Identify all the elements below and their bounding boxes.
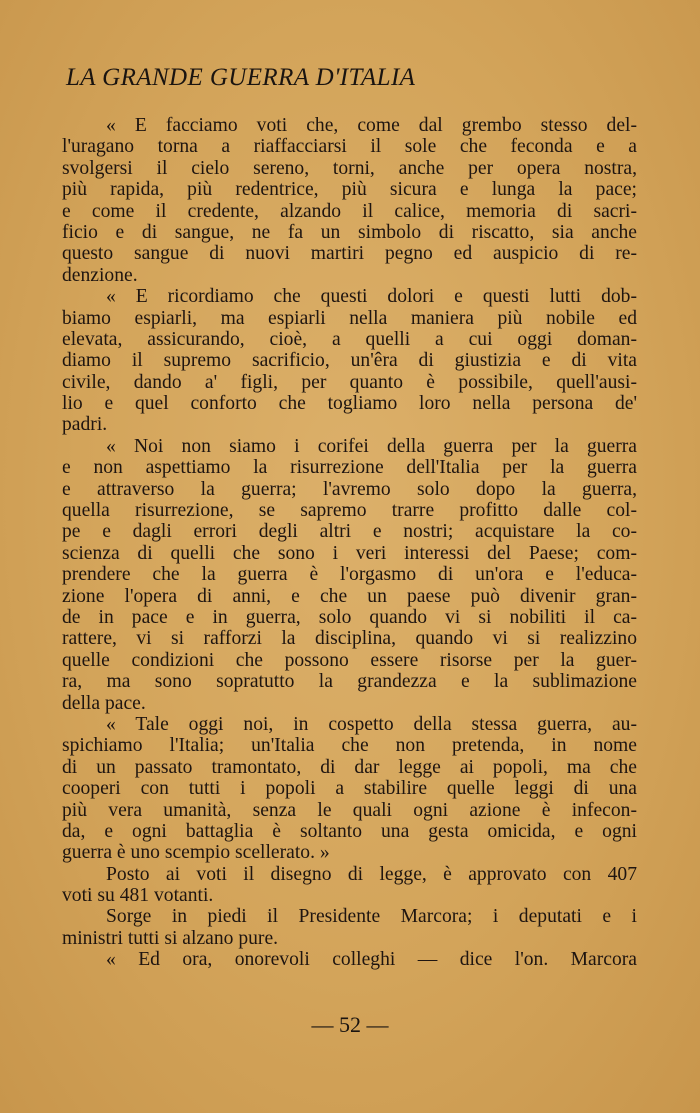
text-line: l'uragano torna a riaffacciarsi il sole che feconda e a: [62, 136, 637, 158]
text-line: « Tale oggi noi, in cospetto della stessa guerra, au-: [106, 713, 637, 735]
text-line: rattere, vi si rafforzi la disciplina, quando vi si realizzino: [62, 628, 637, 650]
text-line: più rapida, più redentrice, più sicura e lunga la pace;: [62, 179, 637, 201]
running-head: LA GRANDE GUERRA D'ITALIA: [66, 64, 416, 91]
text-line: « Ed ora, onorevoli colleghi — dice l'on. Marcora: [106, 949, 637, 971]
text-line: « E facciamo voti che, come dal grembo stesso del-: [106, 115, 637, 136]
text-line: quella risurrezione, se sapremo trarre profitto dalle col-: [62, 500, 637, 522]
text-line: più vera umanità, senza le quali ogni azione è infecon-: [62, 799, 637, 821]
text-line: denzione.: [62, 264, 138, 286]
text-line: elevata, assicurando, cioè, a quelli a cui oggi doman-: [62, 328, 637, 350]
text-line: Sorge in piedi il Presidente Marcora; i deputati e i: [106, 906, 637, 928]
text-line: ficio e di sangue, ne fa un simbolo di riscatto, sia anche: [62, 221, 637, 243]
text-line: questo sangue di nuovi martiri pegno ed auspicio di re-: [62, 243, 637, 265]
text-line: guerra è uno scempio scellerato. »: [62, 842, 330, 864]
text-line: di un passato tramontato, di dar legge ai popoli, ma che: [62, 756, 637, 778]
text-line: cooperi con tutti i popoli a stabilire quelle leggi di una: [62, 778, 637, 800]
text-line: civile, dando a' figli, per quanto è possibile, quell'ausi-: [62, 371, 637, 393]
page-number: — 52 —: [311, 1012, 389, 1037]
text-line: ministri tutti si alzano pure.: [62, 927, 279, 949]
text-line: lio e quel conforto che togliamo loro nella persona de': [62, 393, 637, 415]
text-line: svolgersi il cielo sereno, torni, anche per opera nostra,: [62, 157, 637, 179]
text-line: « E ricordiamo che questi dolori e questi lutti dob-: [106, 286, 637, 308]
text-line: e come il credente, alzando il calice, memoria di sacri-: [62, 200, 637, 222]
text-line: « Noi non siamo i corifei della guerra per la guerra: [106, 435, 637, 457]
text-line: biamo espiarli, ma espiarli nella maniera più nobile ed: [62, 307, 637, 329]
text-line: scienza di quelli che sono i veri interessi del Paese; com-: [62, 542, 637, 564]
text-line: spichiamo l'Italia; un'Italia che non pretenda, in nome: [62, 735, 637, 757]
text-line: e non aspettiamo la risurrezione dell'Italia per la guerra: [62, 457, 637, 479]
body-text: [62, 115, 637, 971]
text-line: pe e dagli errori degli altri e nostri; acquistare la co-: [62, 521, 637, 543]
text-line: prendere che la guerra è l'orgasmo di un'ora e l'educa-: [62, 564, 637, 586]
text-line: ra, ma sono sopratutto la grandezza e la sublimazione: [62, 671, 637, 693]
text-line: e attraverso la guerra; l'avremo solo dopo la guerra,: [62, 478, 637, 500]
text-line: da, e ogni battaglia è soltanto una gesta omicida, e ogni: [62, 820, 637, 842]
text-line: padri.: [62, 414, 108, 436]
text-line: quelle condizioni che possono essere risorse per la guer-: [62, 649, 637, 671]
text-line: zione l'opera di anni, e che un paese può divenir gran-: [62, 585, 637, 607]
text-line: della pace.: [62, 692, 146, 714]
text-line: diamo il supremo sacrificio, un'êra di giustizia e di vita: [62, 350, 637, 372]
text-line: Posto ai voti il disegno di legge, è approvato con 407: [106, 863, 637, 885]
text-line: voti su 481 votanti.: [62, 885, 214, 907]
text-line: de in pace e in guerra, solo quando vi si nobiliti il ca-: [62, 606, 637, 628]
